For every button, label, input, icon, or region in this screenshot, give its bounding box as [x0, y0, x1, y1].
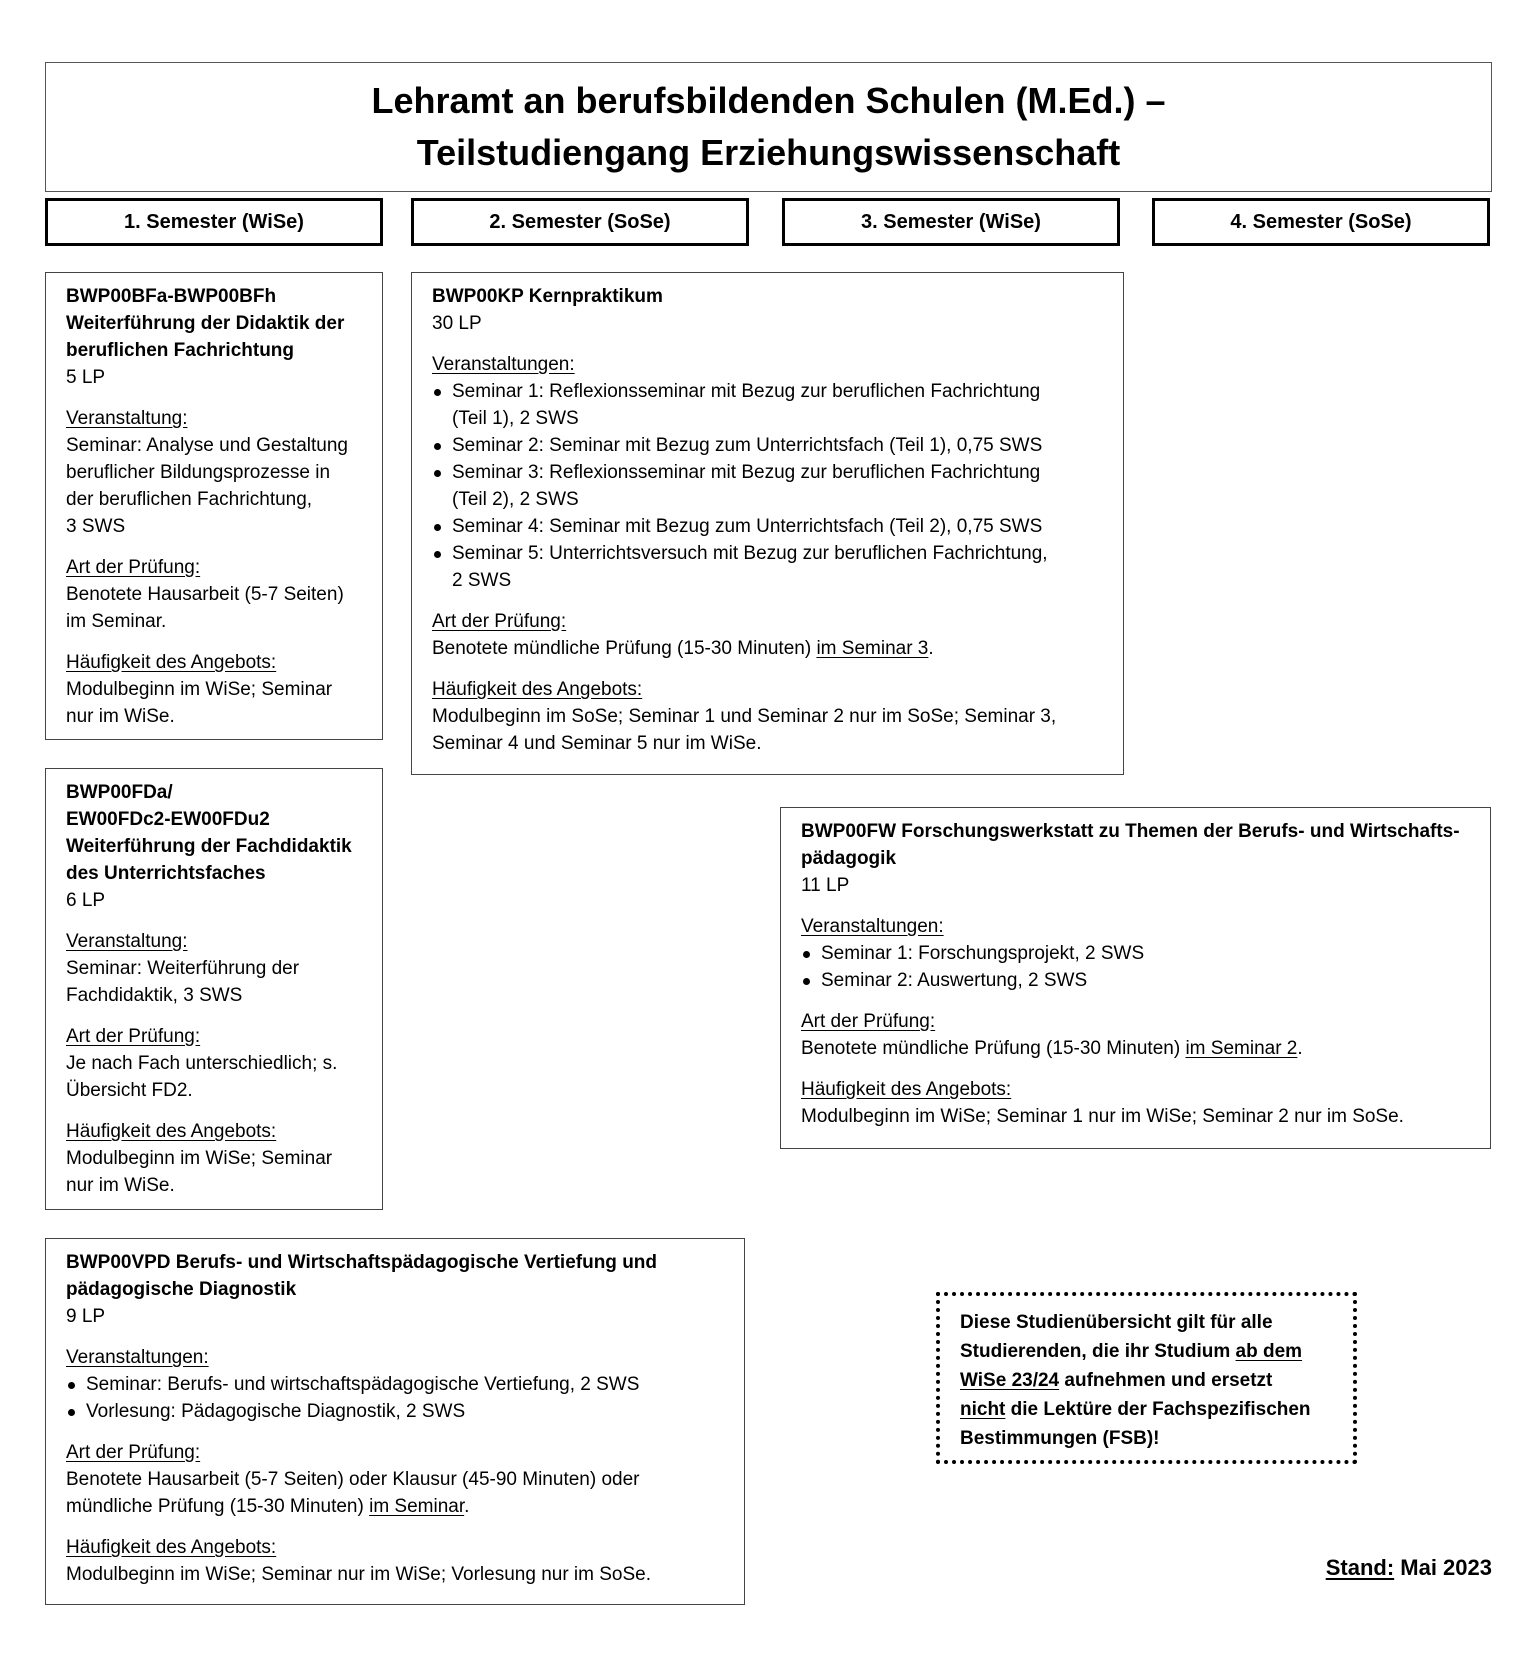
text-line: im Seminar.	[66, 611, 167, 632]
text-line: mündliche Prüfung (15-30 Minuten) im Seminar.	[66, 1496, 470, 1517]
module-credits: 30 LP	[432, 313, 482, 334]
text-line: Modulbeginn im SoSe; Seminar 1 und Seminar 2 nur im SoSe; Seminar 3,	[432, 706, 1057, 727]
module-credits: 5 LP	[66, 367, 106, 388]
semester-header-3: 3. Semester (WiSe)	[782, 198, 1120, 246]
stand-date	[1326, 1555, 1492, 1581]
section-label-pruefung: Art der Prüfung:	[801, 1011, 936, 1032]
text-line: Modulbeginn im WiSe; Seminar	[66, 1148, 333, 1169]
section-label-pruefung: Art der Prüfung:	[66, 1026, 201, 1047]
note-line: Studierenden, die ihr Studium ab dem	[960, 1341, 1303, 1362]
module-title-line: des Unterrichtsfaches	[66, 863, 266, 884]
list-item: Seminar: Berufs- und wirtschaftspädagogische Vertiefung, 2 SWS	[66, 1371, 724, 1398]
section-label-veranstaltungen: Veranstaltungen:	[432, 354, 575, 375]
section-label-haeufigkeit: Häufigkeit des Angebots:	[801, 1079, 1012, 1100]
list-item: Seminar 1: Forschungsprojekt, 2 SWS	[801, 940, 1470, 967]
module-code: BWP00FDa/	[66, 782, 173, 803]
module-credits: 6 LP	[66, 890, 106, 911]
text-line: Fachdidaktik, 3 SWS	[66, 985, 243, 1006]
section-label-veranstaltung: Veranstaltung:	[66, 408, 188, 429]
validity-note	[936, 1292, 1357, 1464]
text-line: nur im WiSe.	[66, 1175, 175, 1196]
page-title-line-2: Teilstudiengang Erziehungswissenschaft	[416, 132, 1121, 173]
module-title-line: Weiterführung der Fachdidaktik	[66, 836, 352, 857]
note-line: nicht die Lektüre der Fachspezifischen	[960, 1399, 1311, 1420]
section-label-haeufigkeit: Häufigkeit des Angebots:	[66, 1537, 277, 1558]
section-label-pruefung: Art der Prüfung:	[66, 1442, 201, 1463]
module-title-line: Weiterführung der Didaktik der	[66, 313, 345, 334]
text-line: nur im WiSe.	[66, 706, 175, 727]
section-label-veranstaltungen: Veranstaltungen:	[66, 1347, 209, 1368]
section-label-pruefung: Art der Prüfung:	[66, 557, 201, 578]
text-line: Modulbeginn im WiSe; Seminar 1 nur im WiSe; Seminar 2 nur im SoSe.	[801, 1106, 1404, 1127]
page-title-box	[45, 62, 1492, 192]
module-title-line: beruflichen Fachrichtung	[66, 340, 295, 361]
list-item: Seminar 3: Reflexionsseminar mit Bezug zur beruflichen Fachrichtung (Teil 2), 2 SWS	[432, 459, 1103, 513]
section-label-veranstaltung: Veranstaltung:	[66, 931, 188, 952]
list-item: Seminar 4: Seminar mit Bezug zum Unterrichtsfach (Teil 2), 0,75 SWS	[432, 513, 1103, 540]
section-label-haeufigkeit: Häufigkeit des Angebots:	[66, 652, 277, 673]
text-line: Benotete mündliche Prüfung (15-30 Minuten) im Seminar 3.	[432, 638, 934, 659]
module-card-kp	[411, 272, 1124, 775]
text-line: Benotete mündliche Prüfung (15-30 Minuten) im Seminar 2.	[801, 1038, 1303, 1059]
text-line: Übersicht FD2.	[66, 1080, 193, 1101]
text-line: Benotete Hausarbeit (5-7 Seiten)	[66, 584, 344, 605]
text-line: Seminar: Analyse und Gestaltung	[66, 435, 349, 456]
course-list	[66, 1371, 724, 1425]
module-card-vpd	[45, 1238, 745, 1605]
module-code: BWP00FW Forschungswerkstatt zu Themen der Berufs- und Wirtschafts-	[801, 821, 1460, 842]
module-credits: 11 LP	[801, 875, 850, 896]
course-list	[432, 378, 1103, 594]
module-code: EW00FDc2-EW00FDu2	[66, 809, 270, 830]
section-label-haeufigkeit: Häufigkeit des Angebots:	[66, 1121, 277, 1142]
module-code: BWP00VPD Berufs- und Wirtschaftspädagogische Vertiefung und	[66, 1252, 658, 1273]
list-item: Vorlesung: Pädagogische Diagnostik, 2 SWS	[66, 1398, 724, 1425]
note-line: Diese Studienübersicht gilt für alle	[960, 1312, 1273, 1333]
semester-header-4: 4. Semester (SoSe)	[1152, 198, 1490, 246]
stand-value: Mai 2023	[1394, 1555, 1492, 1580]
page-title-line-1: Lehramt an berufsbildenden Schulen (M.Ed.) –	[371, 80, 1166, 121]
text-line: Modulbeginn im WiSe; Seminar nur im WiSe; Vorlesung nur im SoSe.	[66, 1564, 652, 1585]
list-item: Seminar 2: Seminar mit Bezug zum Unterrichtsfach (Teil 1), 0,75 SWS	[432, 432, 1103, 459]
section-label-veranstaltungen: Veranstaltungen:	[801, 916, 944, 937]
text-line: Je nach Fach unterschiedlich; s.	[66, 1053, 338, 1074]
list-item: Seminar 1: Reflexionsseminar mit Bezug zur beruflichen Fachrichtung (Teil 1), 2 SWS	[432, 378, 1103, 432]
text-line: beruflicher Bildungsprozesse in	[66, 462, 331, 483]
stand-label: Stand:	[1325, 1555, 1395, 1580]
list-item: Seminar 2: Auswertung, 2 SWS	[801, 967, 1470, 994]
text-line: Seminar: Weiterführung der	[66, 958, 300, 979]
module-card-bfa	[45, 272, 383, 740]
text-line: Modulbeginn im WiSe; Seminar	[66, 679, 333, 700]
text-line: Benotete Hausarbeit (5-7 Seiten) oder Klausur (45-90 Minuten) oder	[66, 1469, 640, 1490]
course-list	[801, 940, 1470, 994]
module-code: BWP00BFa-BWP00BFh	[66, 286, 277, 307]
module-title-line: pädagogische Diagnostik	[66, 1279, 297, 1300]
note-line: WiSe 23/24 aufnehmen und ersetzt	[960, 1370, 1273, 1391]
section-label-haeufigkeit: Häufigkeit des Angebots:	[432, 679, 643, 700]
text-line: der beruflichen Fachrichtung,	[66, 489, 313, 510]
semester-header-2: 2. Semester (SoSe)	[411, 198, 749, 246]
module-card-fw	[780, 807, 1491, 1149]
text-line: Seminar 4 und Seminar 5 nur im WiSe.	[432, 733, 762, 754]
module-title-line: pädagogik	[801, 848, 897, 869]
module-code: BWP00KP Kernpraktikum	[432, 286, 663, 307]
semester-header-1: 1. Semester (WiSe)	[45, 198, 383, 246]
section-label-pruefung: Art der Prüfung:	[432, 611, 567, 632]
module-credits: 9 LP	[66, 1306, 106, 1327]
list-item: Seminar 5: Unterrichtsversuch mit Bezug zur beruflichen Fachrichtung, 2 SWS	[432, 540, 1103, 594]
text-line: 3 SWS	[66, 516, 126, 537]
note-line: Bestimmungen (FSB)!	[960, 1428, 1160, 1449]
module-card-fd	[45, 768, 383, 1210]
